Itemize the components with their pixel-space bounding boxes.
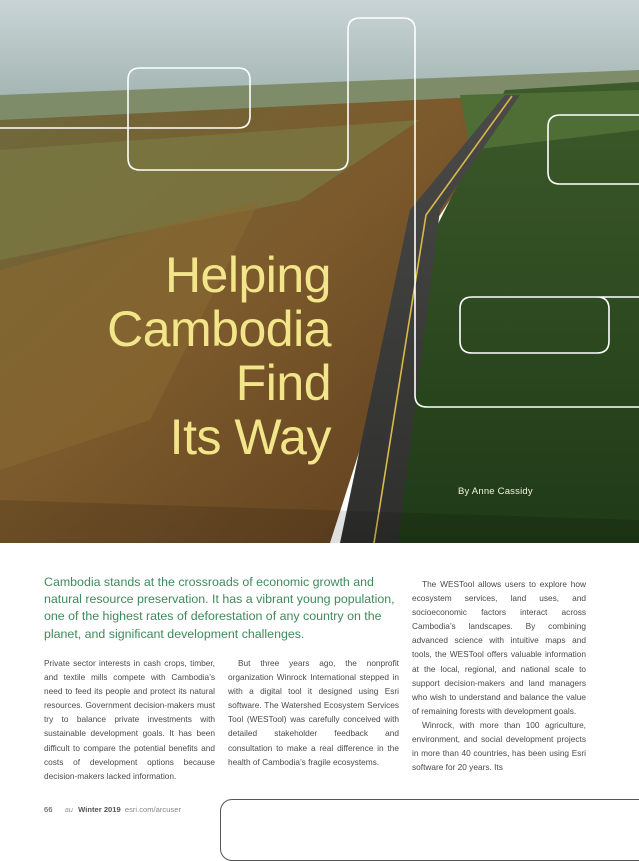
author-byline: By Anne Cassidy: [458, 486, 533, 497]
title-line-4: Its Way: [169, 409, 331, 465]
body-column-3: [412, 577, 586, 774]
paragraph: Private sector interests in cash crops, timber, and textile mills compete with Cambodia’s need to feed its people and protect its natural resources. Government decision-makers must try to balance private investments with sustainable development goals. It has been difficult to compare the potential benefits and costs of development options because decision-makers lacked information.: [44, 658, 215, 781]
title-line-3: Find: [235, 355, 331, 411]
issue-label: Winter 2019: [78, 805, 121, 814]
title-line-1: Helping: [164, 247, 331, 303]
decorative-frame: [220, 799, 639, 861]
article-title: [107, 248, 331, 464]
page-footer: [44, 805, 181, 814]
body-column-1: [44, 656, 215, 783]
website-link[interactable]: esri.com/arcuser: [124, 805, 181, 814]
title-line-2: Cambodia: [107, 301, 331, 357]
page-number: 66: [44, 805, 53, 814]
paragraph: The WESTool allows users to explore how ecosystem services, land uses, and socioeconomic factors interact across Cambodia’s landscapes. By combining advanced science with intuitive maps and tools, the WESTool offers valuable information at the local, regional, and national scale to support decision-makers and land managers who wish to understand and balance the value of remaining forests with development goals.: [412, 579, 586, 716]
magazine-brand: au: [64, 805, 74, 814]
lede-paragraph: Cambodia stands at the crossroads of economic growth and natural resource preservation. It has a vibrant young population, one of the highest rates of deforestation of any country on the planet, and significant development challenges.: [44, 575, 395, 641]
body-column-2: [228, 656, 399, 769]
paragraph: But three years ago, the nonprofit organization Winrock International stepped in with a digital tool it designed using Esri software. The Watershed Ecosystem Services Tool (WESTool) was carefully conceived with detailed stakeholder feedback and consultation to make a real difference in the health of Cambodia’s fragile ecosystems.: [228, 658, 399, 767]
paragraph: Winrock, with more than 100 agriculture, environment, and social development projects in more than 40 countries, has been using Esri software for 20 years. Its: [412, 719, 586, 773]
